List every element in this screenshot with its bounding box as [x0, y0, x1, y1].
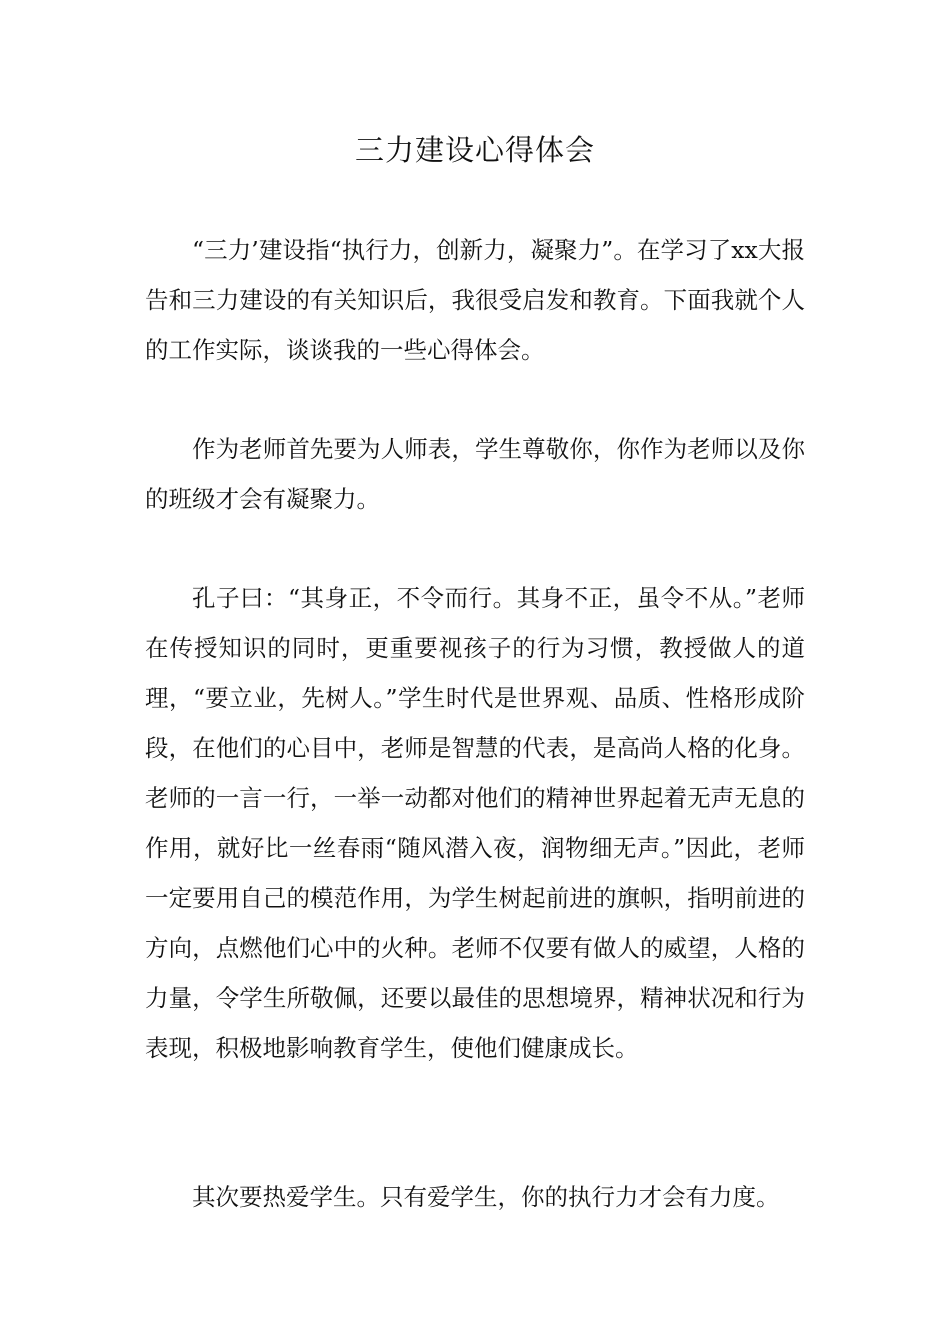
paragraph-confucius: 孔子曰：“其身正，不令而行。其身不正，虽令不从。”老师在传授知识的同时，更重要视孩子的行为习惯，教授做人的道理，“要立业，先树人。”学生时代是世界观、品质、性格形成阶段，在他们的心目中，老师是智慧的代表，是高尚人格的化身。老师的一言一行，一举一动都对他们的精神世界起着无声无息的作用，就好比一丝春雨“随风潜入夜，润物细无声。”因此，老师一定要用自己的模范作用，为学生树起前进的旗帜，指明前进的方向，点燃他们心中的火种。老师不仅要有做人的威望，人格的力量，令学生所敬佩，还要以最佳的思想境界，精神状况和行为表现，积极地影响教育学生，使他们健康成长。	[145, 584, 805, 1062]
paragraph-love-students: 其次要热爱学生。只有爱学生，你的执行力才会有力度。	[192, 1183, 780, 1211]
document-title: 三力建设心得体会	[354, 133, 595, 167]
paragraph-intro: “三力’建设指“执行力，创新力，凝聚力”。在学习了xx大报告和三力建设的有关知识后，我很受启发和教育。下面我就个人的工作实际，谈谈我的一些心得体会。	[145, 236, 805, 364]
paragraph-role-model: 作为老师首先要为人师表，学生尊敬你，你作为老师以及你的班级才会有凝聚力。	[145, 435, 805, 513]
